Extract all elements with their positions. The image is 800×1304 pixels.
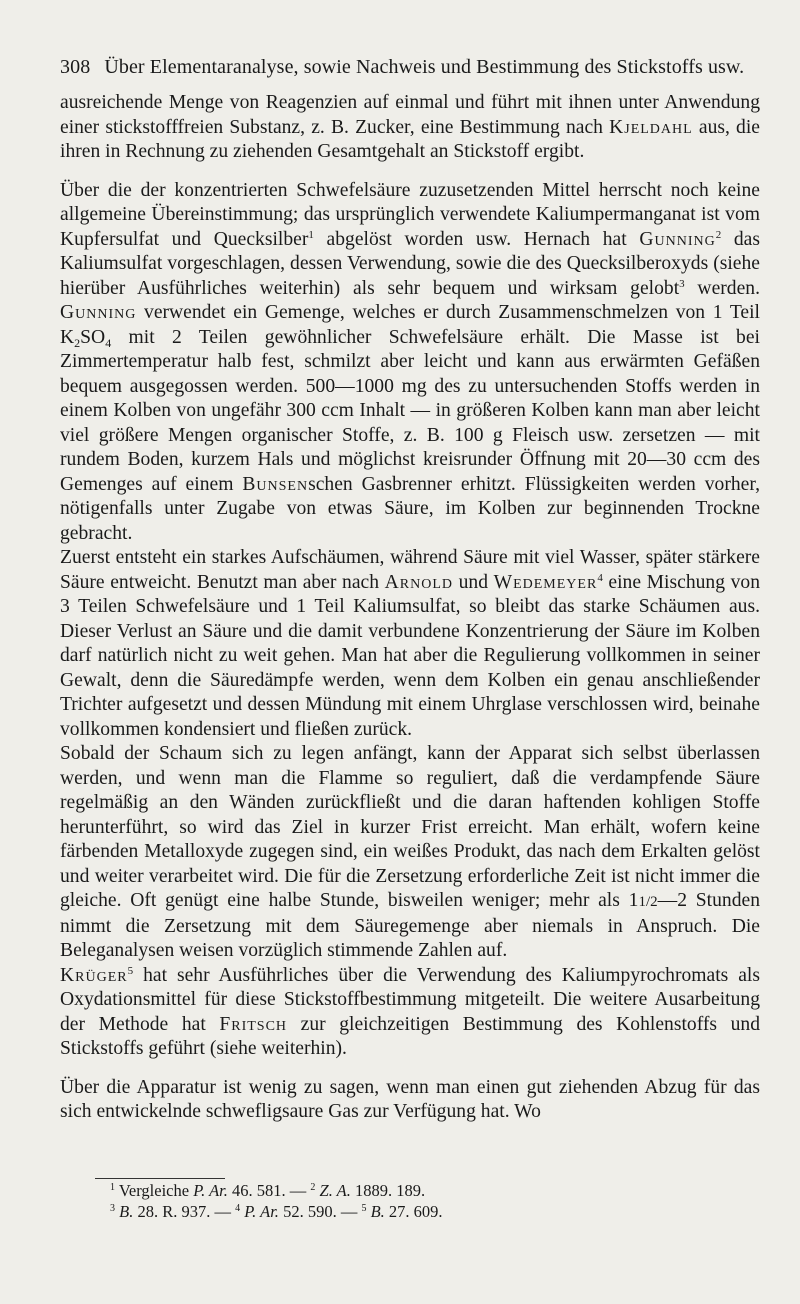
paragraph-3 [60,546,760,742]
text-run: aus, die ihren in Rechnung zu ziehenden Gesamtgehalt an Stickstoff ergibt. [60,116,760,162]
text-run: Über die der konzentrierten Schwefelsäure zuzusetzenden Mittel herrscht noch keine allgemeine Übereinstimmung; das ursprünglich verwendete Kaliumpermanganat ist vom Kupfersulfat und Quecksilber [60,179,760,250]
main-text [60,91,760,1125]
footnotes [110,1180,760,1222]
author-name: Wedemeyer [493,571,598,593]
footnote-number: 5 [361,1203,367,1214]
journal-abbrev: P. Ar. [193,1181,228,1200]
subscript: 2 [74,335,81,350]
paragraph-1 [60,91,760,165]
author-name: Kjeldahl [609,116,693,138]
running-title: Über Elementaranalyse, sowie Nachweis und Bestimmung des Stickstoffs usw. [104,56,745,78]
footnote-text: 28. R. 937. — [133,1202,236,1221]
text-run: SO [80,326,106,348]
footnote-ref: 4 [597,571,603,584]
footnote-line-2 [110,1201,760,1222]
footnote-ref: 2 [715,228,722,241]
text-run: verwendet ein Gemenge, welches er durch Zusammenschmelzen von 1 Teil K [60,302,760,348]
footnote-text: 52. 590. — [278,1202,362,1221]
subscript: 4 [105,335,112,350]
text-run: Zuerst entsteht ein starkes Aufschäumen, während Säure mit viel Wasser, später stärkere Säure entweicht. Benutzt man aber nach [60,547,760,593]
footnote-text: Vergleiche [115,1181,194,1200]
journal-abbrev: B. [119,1202,134,1221]
footnote-divider [95,1178,225,1179]
paragraph-4 [60,742,760,964]
footnote-number: 3 [110,1203,115,1214]
fraction: 1/2 [638,894,658,910]
author-name: Krüger [60,964,128,986]
text-run: werden. [684,277,760,299]
author-name: Arnold [384,571,453,593]
footnote-ref: 1 [308,228,314,241]
footnote-text: 27. 609. [384,1202,443,1221]
author-name: Bunsen [242,473,309,495]
text-run: —2 Stunden nimmt die Zersetzung mit dem Säuregemenge aber niemals in Anspruch. Die Beleganalysen weisen vorzüglich stimmende Zahlen auf. [60,890,760,961]
text-run: hat sehr Ausführliches über die Verwendung des Kaliumpyrochromats als Oxydationsmittel für diese Stickstoffbestimmung mitgeteilt. Die weitere Ausarbeitung der Methode hat [60,964,760,1035]
author-name: Gunning [60,302,137,323]
text-run: das Kaliumsulfat vorgeschlagen, dessen Verwendung, sowie die des Quecksilberoxyds (siehe hierüber Ausführliches weiterhin) als sehr bequem und wirksam gelobt [60,228,760,299]
text-run: zur gleichzeitigen Bestimmung des Kohlenstoffs und Stickstoffs geführt (siehe weiterhin). [60,1013,760,1059]
text-run: Sobald der Schaum sich zu legen anfängt, kann der Apparat sich selbst überlassen werden, und wenn man die Flamme so reguliert, daß die verdampfende Säure regelmäßig an den Wänden zurückfließt und die daran haftenden kohligen Stoffe herunterführt, so wird das Ziel in kurzer Frist erreicht. Man erhält, wofern keine färbenden Metalloxyde zugegen sind, ein weißes Produkt, das nach dem Erkalten gelöst und weiter verarbeitet wird. Die für die Zersetzung erforderliche Zeit ist nicht immer die gleiche. Oft genügt eine halbe Stunde, bisweilen weniger; mehr als 1 [60,743,760,911]
author-name: Gunning [639,228,716,250]
footnote-text: 46. 581. — [227,1181,311,1200]
journal-abbrev: P. Ar. [244,1202,279,1221]
text-run: mit 2 Teilen gewöhnlicher Schwefelsäure erhält. Die Masse ist bei Zimmertemperatur halb fest, schmilzt aber leicht und kann aus erwärmten Gefäßen bequem ausgegossen werden. 500—1000 mg des zu untersuchenden Stoffs werden in einem Kolben von ungefähr 300 ccm Inhalt — in größeren Kolben kann man aber leicht viel größere Mengen organischer Stoffe, z. B. 100 g Fleisch usw. zersetzen — mit rundem Boden, kurzem Hals und möglichst kreisrunder Öffnung mit 20—30 ccm des Gemenges auf einem [60,326,760,495]
footnote-ref: 3 [679,277,685,290]
paragraph-5 [60,964,760,1062]
text-run: und [453,571,494,593]
footnote-line-1 [110,1180,760,1201]
text-run: eine Mischung von 3 Teilen Schwefelsäure und 1 Teil Kaliumsulfat, so bleibt das starke Schäumen aus. Dieser Verlust an Säure und die damit verbundene Konzentrierung der Säure im Kolben darf natürlich nicht zu weit gehen. Man hat aber die Regulierung vollkommen in seiner Gewalt, denn die Säuredämpfe werden, wenn dem Kolben ein genau anschließender Trichter aufgesetzt und dessen Mündung mit einem Uhrglase verschlossen wird, beinahe vollkommen kondensiert und fließen zurück. [60,571,760,740]
paragraph-6 [60,1076,760,1125]
footnote-ref: 5 [127,964,134,977]
running-header [60,56,760,79]
footnote-text: 1889. 189. [350,1181,426,1200]
journal-abbrev: B. [370,1202,385,1221]
footnote-number: 4 [235,1203,241,1214]
text-run: Über die Apparatur ist wenig zu sagen, wenn man einen gut ziehenden Abzug für das sich entwickelnde schwefligsaure Gas zur Verfügung hat. Wo [60,1076,760,1122]
author-name: Fritsch [219,1013,288,1035]
paragraph-2 [60,179,760,547]
journal-abbrev: Z. A. [319,1181,351,1200]
text-run: ausreichende Menge von Reagenzien auf einmal und führt mit ihnen unter Anwendung einer stickstofffreien Substanz, z. B. Zucker, eine Bestimmung nach [60,92,760,138]
page-number: 308 [60,56,91,78]
footnote-number: 1 [110,1182,115,1193]
footnote-number: 2 [310,1182,316,1193]
text-run: schen Gasbrenner erhitzt. Flüssigkeiten werden vorher, nötigenfalls unter Zugabe von etwas Säure, im Kolben zur beginnenden Trockne gebracht. [60,473,760,544]
text-run: abgelöst worden usw. Hernach hat [313,228,640,250]
